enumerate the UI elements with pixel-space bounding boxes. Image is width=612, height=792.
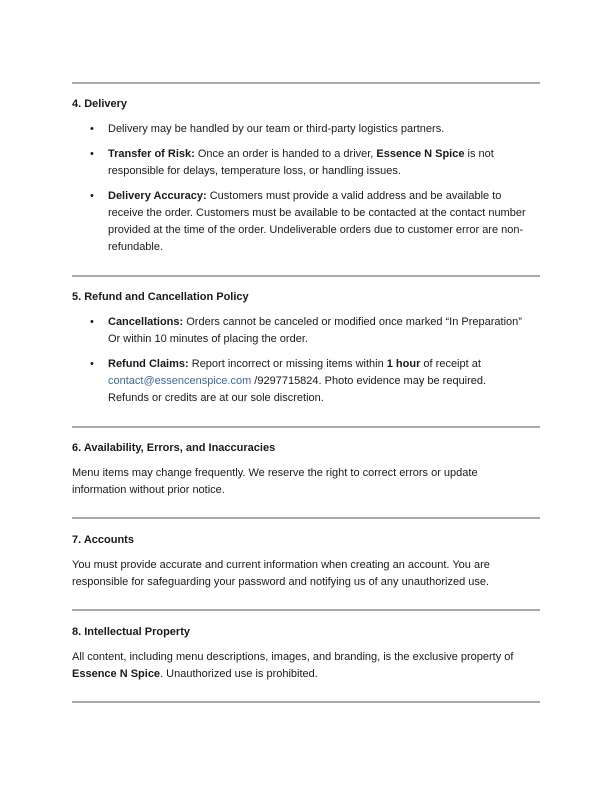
list-item-label: Transfer of Risk: [108, 148, 195, 160]
list-item-text: /9297715824. Photo evidence may be required. Refunds or credits are at our sole discretion. [108, 375, 487, 404]
list-item-text: is not responsible for delays, temperature loss, or handling issues. [108, 148, 494, 177]
list-item-text: Report incorrect or missing items within [188, 358, 387, 370]
section-heading-delivery: 4. Delivery [72, 98, 128, 110]
section-heading-accounts: 7. Accounts [72, 534, 134, 546]
list-item-delivery-accuracy [108, 188, 528, 256]
body-text: . Unauthorized use is prohibited. [160, 668, 318, 680]
list-item-label: Cancellations: [108, 316, 184, 328]
list-item-label: Refund Claims: [108, 358, 189, 370]
emphasis-text: 1 hour [386, 358, 421, 370]
bullet-icon: • [90, 190, 94, 202]
section-heading-ip: 8. Intellectual Property [72, 626, 190, 638]
list-item-text: Delivery may be handled by our team or third-party logistics partners. [108, 123, 445, 135]
list-item-transfer-of-risk [108, 146, 528, 180]
section-heading-refund: 5. Refund and Cancellation Policy [72, 291, 249, 303]
bullet-icon: • [90, 148, 94, 160]
list-item-cancellations [108, 314, 528, 348]
section-divider [72, 517, 540, 519]
list-item-text: Orders cannot be canceled or modified once marked “In Preparation” Or within 10 minutes of placing the order. [108, 316, 522, 345]
body-text: All content, including menu descriptions, images, and branding, is the exclusive property of [72, 651, 514, 663]
list-item-delivery-handling [108, 121, 528, 138]
section-body-ip [72, 649, 534, 683]
section-divider [72, 609, 540, 611]
list-item-text: Customers must provide a valid address and be available to receive the order. Customers must be available to be contacted at the contact number provided at the time of the order. Undeliverable orders due to customer error are non-refundable. [108, 190, 526, 253]
list-item-label: Delivery Accuracy: [108, 190, 207, 202]
list-item-text: Once an order is handed to a driver, [194, 148, 377, 160]
brand-name: Essence N Spice [376, 148, 465, 160]
list-item-refund-claims [108, 356, 528, 407]
bullet-icon: • [90, 358, 94, 370]
section-divider [72, 701, 540, 703]
section-divider [72, 82, 540, 84]
section-body-accounts: You must provide accurate and current information when creating an account. You are responsible for safeguarding your password and notifying us of any unauthorized use. [72, 559, 490, 588]
section-divider [72, 275, 540, 277]
bullet-icon: • [90, 123, 94, 135]
bullet-icon: • [90, 316, 94, 328]
section-body-availability: Menu items may change frequently. We reserve the right to correct errors or update information without prior notice. [72, 467, 478, 496]
section-divider [72, 426, 540, 428]
list-item-text: of receipt at [420, 358, 481, 370]
section-heading-availability: 6. Availability, Errors, and Inaccuracies [72, 442, 276, 454]
contact-email-link[interactable]: contact@essencenspice.com [108, 375, 252, 387]
brand-name: Essence N Spice [72, 668, 161, 680]
